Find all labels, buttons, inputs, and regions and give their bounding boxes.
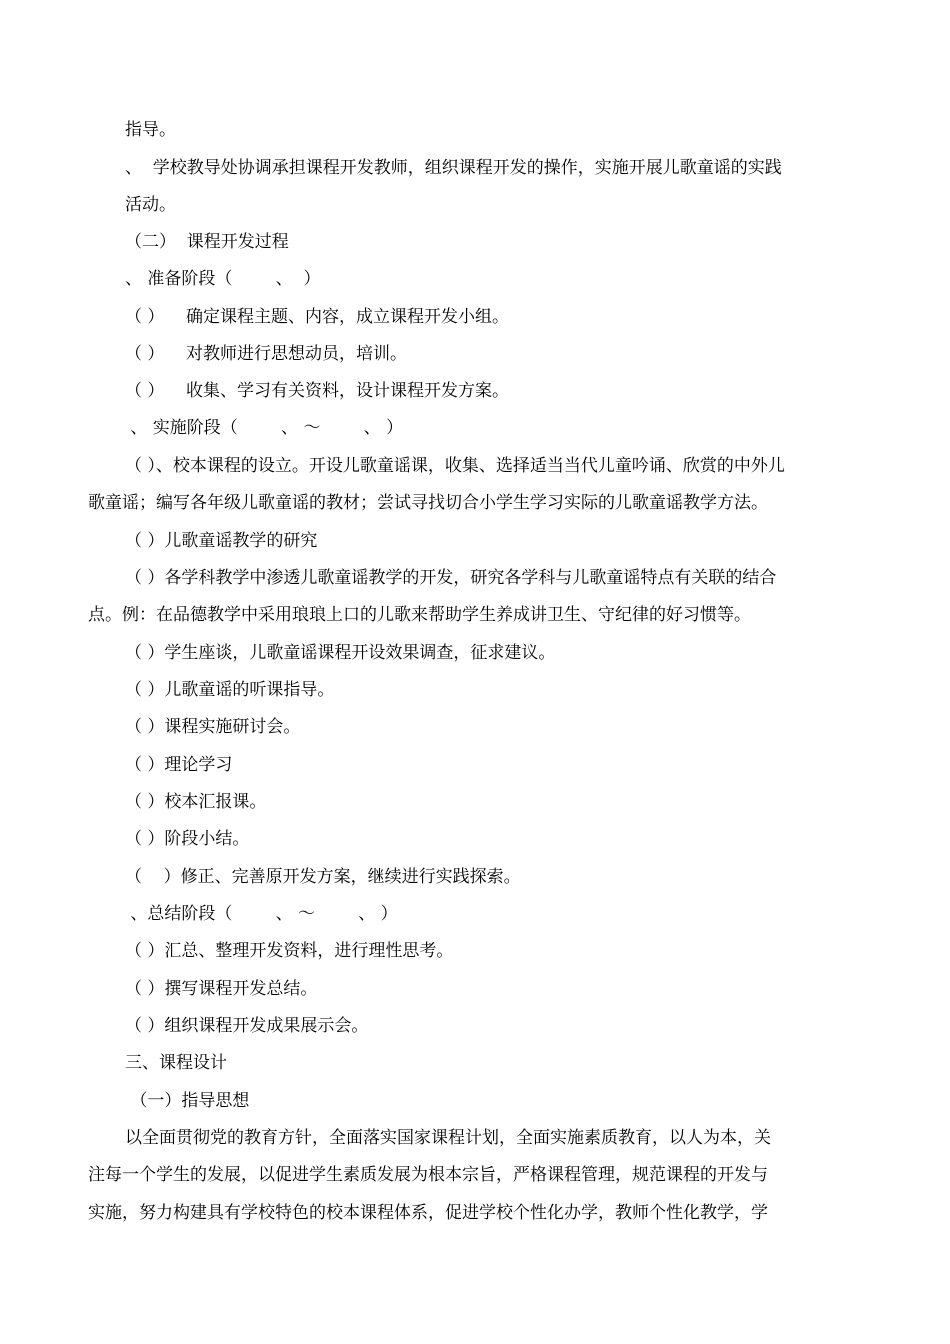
text-line: （ ）儿歌童谣教学的研究 <box>125 531 318 551</box>
text-line: 点。例：在品德教学中采用琅琅上口的儿歌来帮助学生养成讲卫生、守纪律的好习惯等。 <box>88 605 751 625</box>
text-line: （ ）校本汇报课。 <box>125 792 267 812</box>
section-heading: （一）指导思想 <box>125 1091 250 1111</box>
text-line: （ ）阶段小结。 <box>125 829 250 849</box>
text-line: 活动。 <box>125 195 176 215</box>
text-line: （ ） 确定课程主题、内容，成立课程开发小组。 <box>125 307 510 327</box>
text-line: 实施，努力构建具有学校特色的校本课程体系，促进学校个性化办学，教师个性化教学，学 <box>88 1203 768 1223</box>
text-line: （ ）组织课程开发成果展示会。 <box>125 1016 369 1036</box>
text-line: （ ）修正、完善原开发方案，继续进行实践探索。 <box>125 867 521 887</box>
text-line: 指导。 <box>125 120 176 140</box>
text-line: （ ） 对教师进行思想动员，培训。 <box>125 344 408 364</box>
text-line: （ ）各学科教学中渗透儿歌童谣教学的开发，研究各学科与儿歌童谣特点有关联的结合 <box>125 568 777 588</box>
section-heading: 三、课程设计 <box>125 1053 227 1073</box>
text-line: 、 学校教导处协调承担课程开发教师，组织课程开发的操作，实施开展儿歌童谣的实践 <box>125 158 782 178</box>
text-line: （ ）汇总、整理开发资料，进行理性思考。 <box>125 941 454 961</box>
text-line: （ ）理论学习 <box>125 755 233 775</box>
text-line: 注每一个学生的发展，以促进学生素质发展为根本宗旨，严格课程管理，规范课程的开发与 <box>88 1165 768 1185</box>
section-heading: （二） 课程开发过程 <box>125 232 289 252</box>
text-line: （ ）儿歌童谣的听课指导。 <box>125 680 335 700</box>
text-line: （ ）课程实施研讨会。 <box>125 717 301 737</box>
text-line: 、总结阶段（ 、 ～ 、 ） <box>125 904 398 924</box>
text-line: （ ）学生座谈，儿歌童谣课程开设效果调查，征求建议。 <box>125 643 556 663</box>
text-line: 以全面贯彻党的教育方针，全面落实国家课程计划，全面实施素质教育，以人为本，关 <box>125 1128 771 1148</box>
text-line: （ ） 收集、学习有关资料，设计课程开发方案。 <box>125 381 510 401</box>
text-line: 、 准备阶段（ 、 ） <box>125 269 321 289</box>
text-line: （ ）撰写课程开发总结。 <box>125 979 318 999</box>
text-line: 、 实施阶段（ 、 ～ 、 ） <box>125 418 404 438</box>
text-line: 歌童谣；编写各年级儿歌童谣的教材；尝试寻找切合小学生学习实际的儿歌童谣教学方法。 <box>88 493 768 513</box>
text-line: （ ）、校本课程的设立。开设儿歌童谣课，收集、选择适当当代儿童吟诵、欣赏的中外儿 <box>125 456 785 476</box>
